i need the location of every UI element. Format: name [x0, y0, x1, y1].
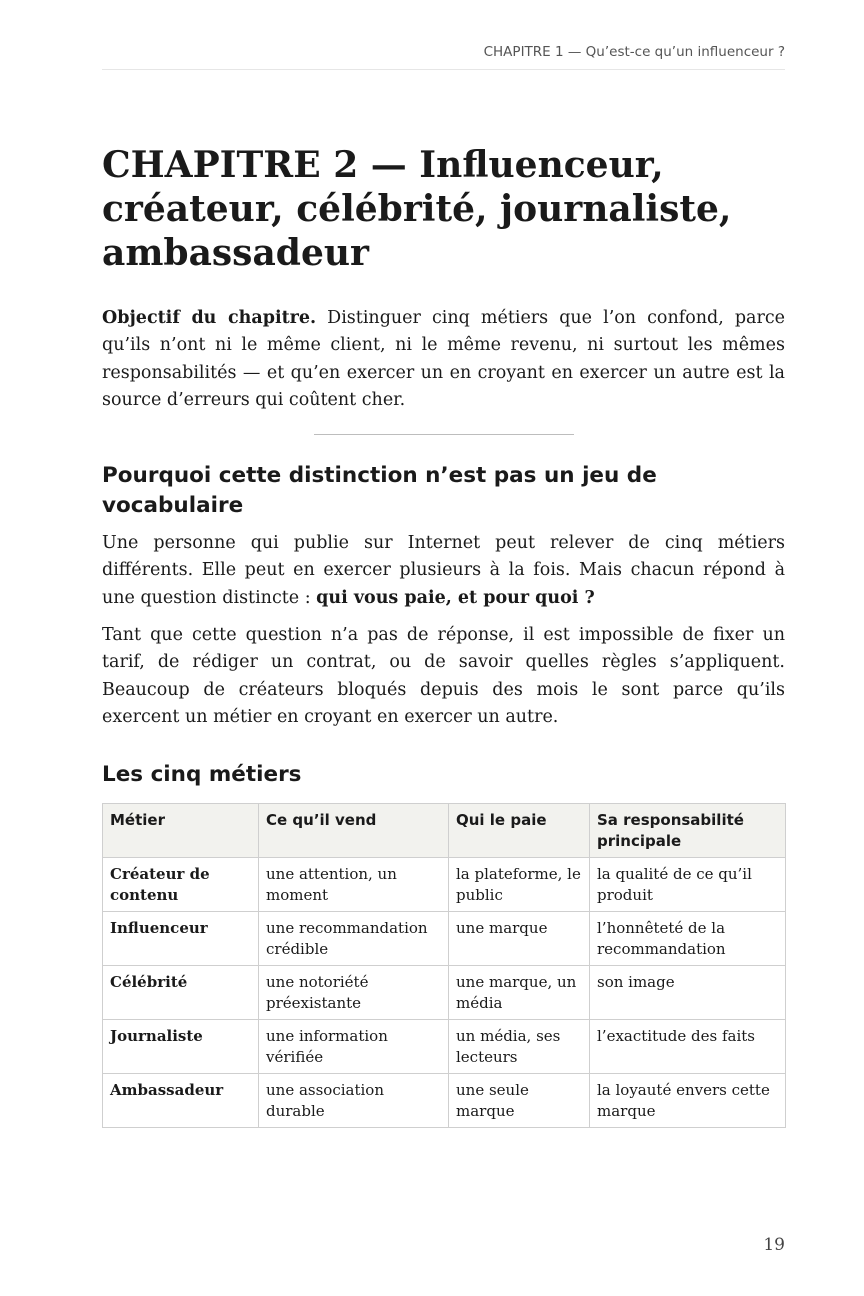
- objective-label: Objectif du chapitre.: [102, 308, 317, 328]
- subsection-heading: Les cinq métiers: [102, 762, 302, 788]
- table-row: [103, 1020, 786, 1074]
- table-cell: l’honnêteté de la recommandation: [590, 912, 786, 966]
- table-row: [103, 912, 786, 966]
- table-cell: Célébrité: [103, 966, 259, 1020]
- section-separator: [314, 434, 574, 435]
- page-content: [102, 143, 785, 1128]
- table-cell: la plateforme, le public: [449, 858, 590, 912]
- professions-table: [102, 803, 786, 1128]
- table-cell: Créateur de contenu: [103, 858, 259, 912]
- table-cell: une notoriété préexistante: [259, 966, 449, 1020]
- table-row: [103, 1074, 786, 1128]
- table-cell: la loyauté envers cette marque: [590, 1074, 786, 1128]
- table-cell: une association durable: [259, 1074, 449, 1128]
- chapter-title: CHAPITRE 2 — Influenceur, créateur, célébrité, journaliste, ambassadeur: [102, 144, 732, 274]
- section-heading: Pourquoi cette distinction n’est pas un jeu de vocabulaire: [102, 463, 657, 519]
- table-cell: Influenceur: [103, 912, 259, 966]
- table-cell: Journaliste: [103, 1020, 259, 1074]
- table-row: [103, 858, 786, 912]
- chapter-objective: [102, 305, 785, 414]
- table-cell: une marque: [449, 912, 590, 966]
- table-header-cell: Métier: [103, 804, 259, 858]
- table-cell: une recommandation crédible: [259, 912, 449, 966]
- table-cell: un média, ses lecteurs: [449, 1020, 590, 1074]
- table-cell: une attention, un moment: [259, 858, 449, 912]
- table-cell: une information vérifiée: [259, 1020, 449, 1074]
- running-head: CHAPITRE 1 — Qu’est-ce qu’un influenceur ?: [483, 44, 785, 60]
- header-divider: [102, 69, 785, 70]
- page-number: 19: [763, 1235, 785, 1255]
- paragraph: [102, 530, 785, 612]
- table-cell: son image: [590, 966, 786, 1020]
- paragraph-text: Une personne qui publie sur Internet peut relever de cinq métiers différents. Elle peut en exercer plusieurs à la fois. Mais chacun répond à une question distincte :: [102, 533, 785, 608]
- table-header-row: [103, 804, 786, 858]
- objective-text: Distinguer cinq métiers que l’on confond, parce qu’ils n’ont ni le même client, ni le même revenu, ni surtout les mêmes responsabilités — et qu’en exercer un en croyant en exercer un autre est la source d’erreurs qui coûtent cher.: [102, 308, 785, 410]
- paragraph: Tant que cette question n’a pas de réponse, il est impossible de fixer un tarif, de rédiger un contrat, ou de savoir quelles règles s’appliquent. Beaucoup de créateurs bloqués depuis des mois le sont parce qu’ils exercent un métier en croyant en exercer un autre.: [102, 625, 785, 727]
- table-cell: une seule marque: [449, 1074, 590, 1128]
- table-header-cell: Qui le paie: [449, 804, 590, 858]
- table-row: [103, 966, 786, 1020]
- table-header-cell: Sa responsabilité principale: [590, 804, 786, 858]
- paragraph-emphasis: qui vous paie, et pour quoi ?: [316, 587, 595, 608]
- table-cell: la qualité de ce qu’il produit: [590, 858, 786, 912]
- table-cell: l’exactitude des faits: [590, 1020, 786, 1074]
- table-cell: une marque, un média: [449, 966, 590, 1020]
- table-header-cell: Ce qu’il vend: [259, 804, 449, 858]
- table-cell: Ambassadeur: [103, 1074, 259, 1128]
